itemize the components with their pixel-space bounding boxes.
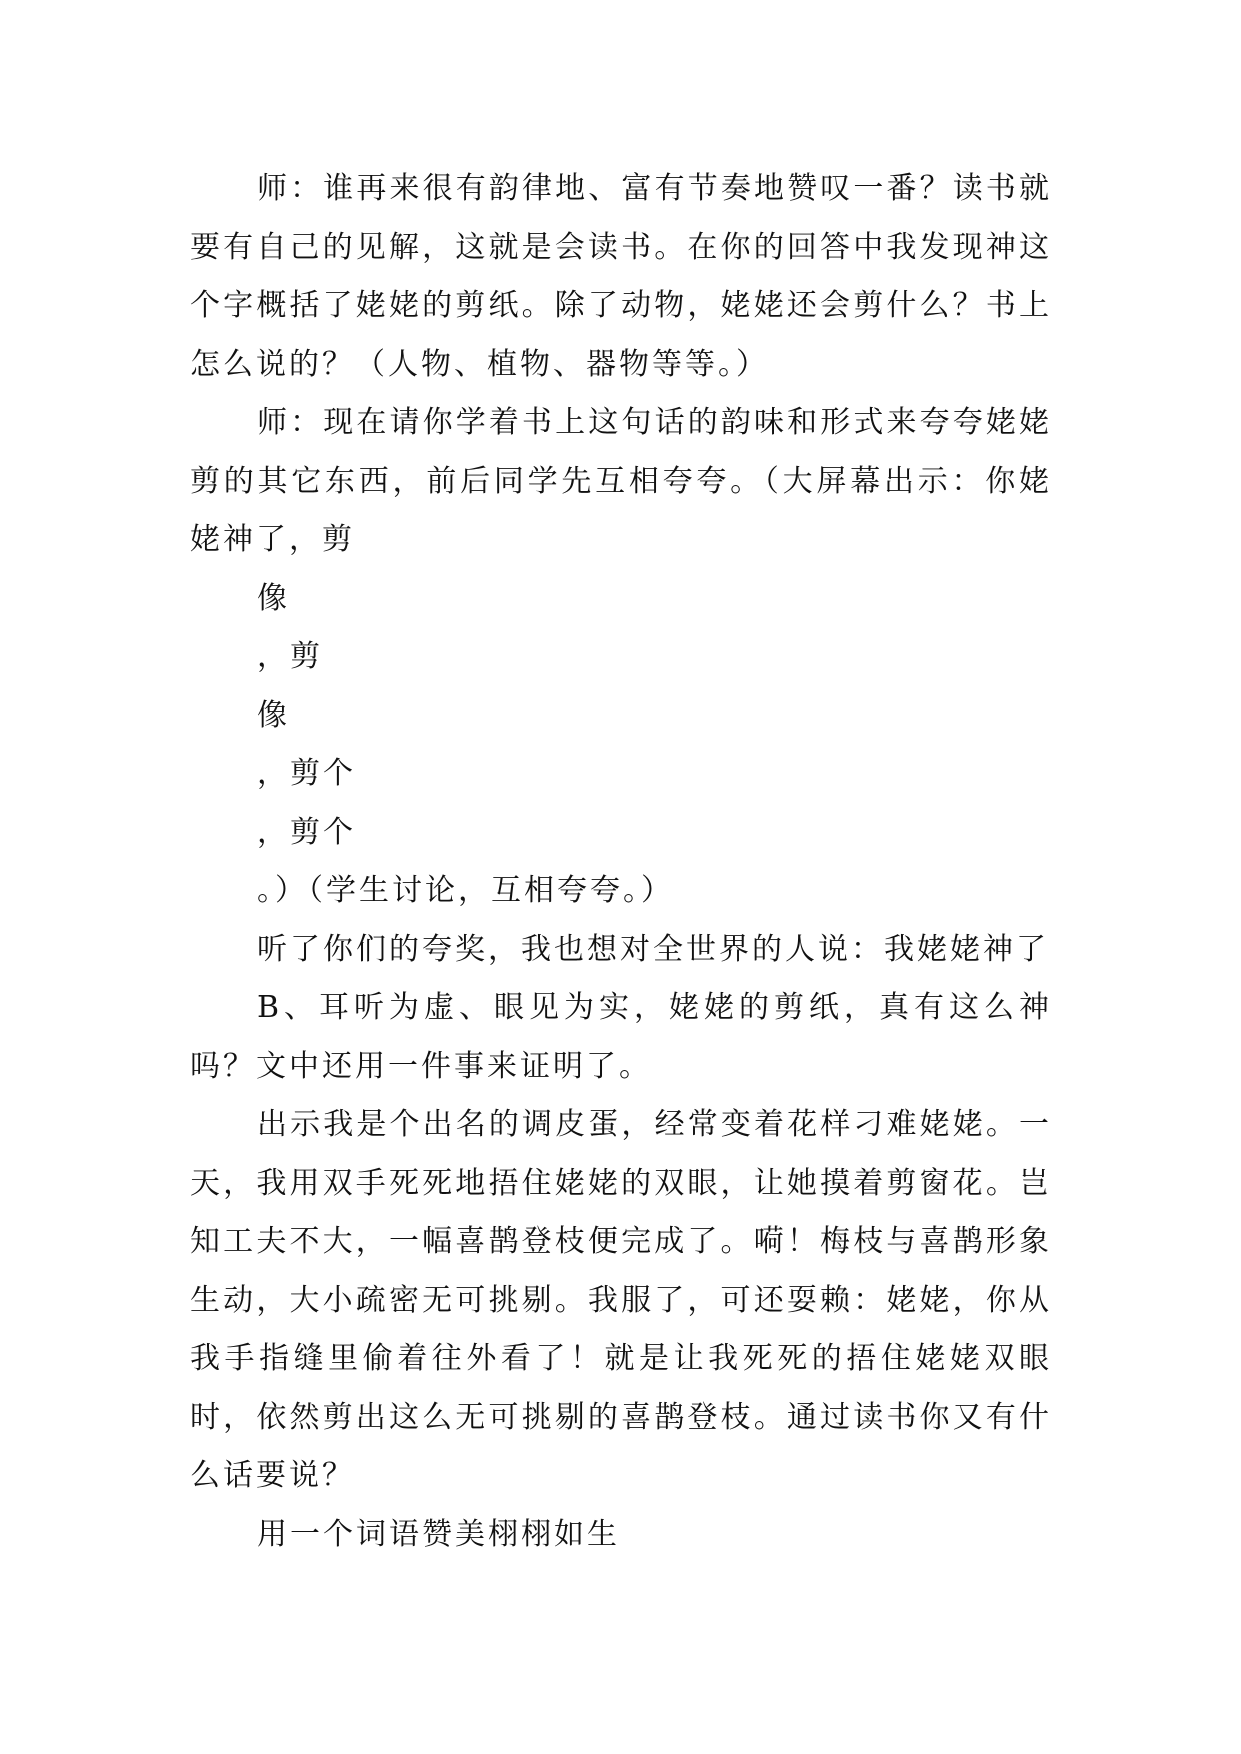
paragraph-teacher-instruction: 师：现在请你学着书上这句话的韵味和形式来夸夸姥姥剪的其它东西，前后同学先互相夸夸。（大屏幕出示：你姥姥神了，剪 <box>190 405 1052 557</box>
fill-blank-fragment: ，剪个 <box>257 814 356 850</box>
fill-blank-fragment: 像 <box>257 580 290 616</box>
paragraph-praise: 听了你们的夸奖，我也想对全世界的人说：我姥姥神了 <box>257 931 1049 967</box>
document-body <box>190 160 1052 1564</box>
paragraph-story-excerpt: 出示我是个出名的调皮蛋，经常变着花样刁难姥姥。一天，我用双手死死地捂住姥姥的双眼，让她摸着剪窗花。岂知工夫不大，一幅喜鹊登枝便完成了。嗬！梅枝与喜鹊形象生动，大小疏密无可挑剔。我服了，可还耍赖：姥姥，你从我手指缝里偷着往外看了！就是让我死死的捂住姥姥双眼时，依然剪出这么无可挑剔的喜鹊登枝。通过读书你又有什么话要说？ <box>190 1107 1052 1493</box>
paragraph-word-praise: 用一个词语赞美栩栩如生 <box>257 1516 620 1552</box>
fill-blank-fragment: ，剪个 <box>257 756 356 791</box>
paragraph-section-b: B、耳听为虚、眼见为实，姥姥的剪纸，真有这么神吗？文中还用一件事来证明了。 <box>190 990 1052 1084</box>
fill-blank-fragment: ，剪 <box>257 639 323 674</box>
fill-blank-fragment: 。）（学生讨论，互相夸夸。） <box>257 873 674 908</box>
paragraph-teacher-question: 师：谁再来很有韵律地、富有节奏地赞叹一番？读书就要有自己的见解，这就是会读书。在你的回答中我发现神这个字概括了姥姥的剪纸。除了动物，姥姥还会剪什么？书上怎么说的？（人物、植物、器物等等。） <box>190 171 1052 382</box>
fill-blank-fragment: 像 <box>257 697 290 733</box>
